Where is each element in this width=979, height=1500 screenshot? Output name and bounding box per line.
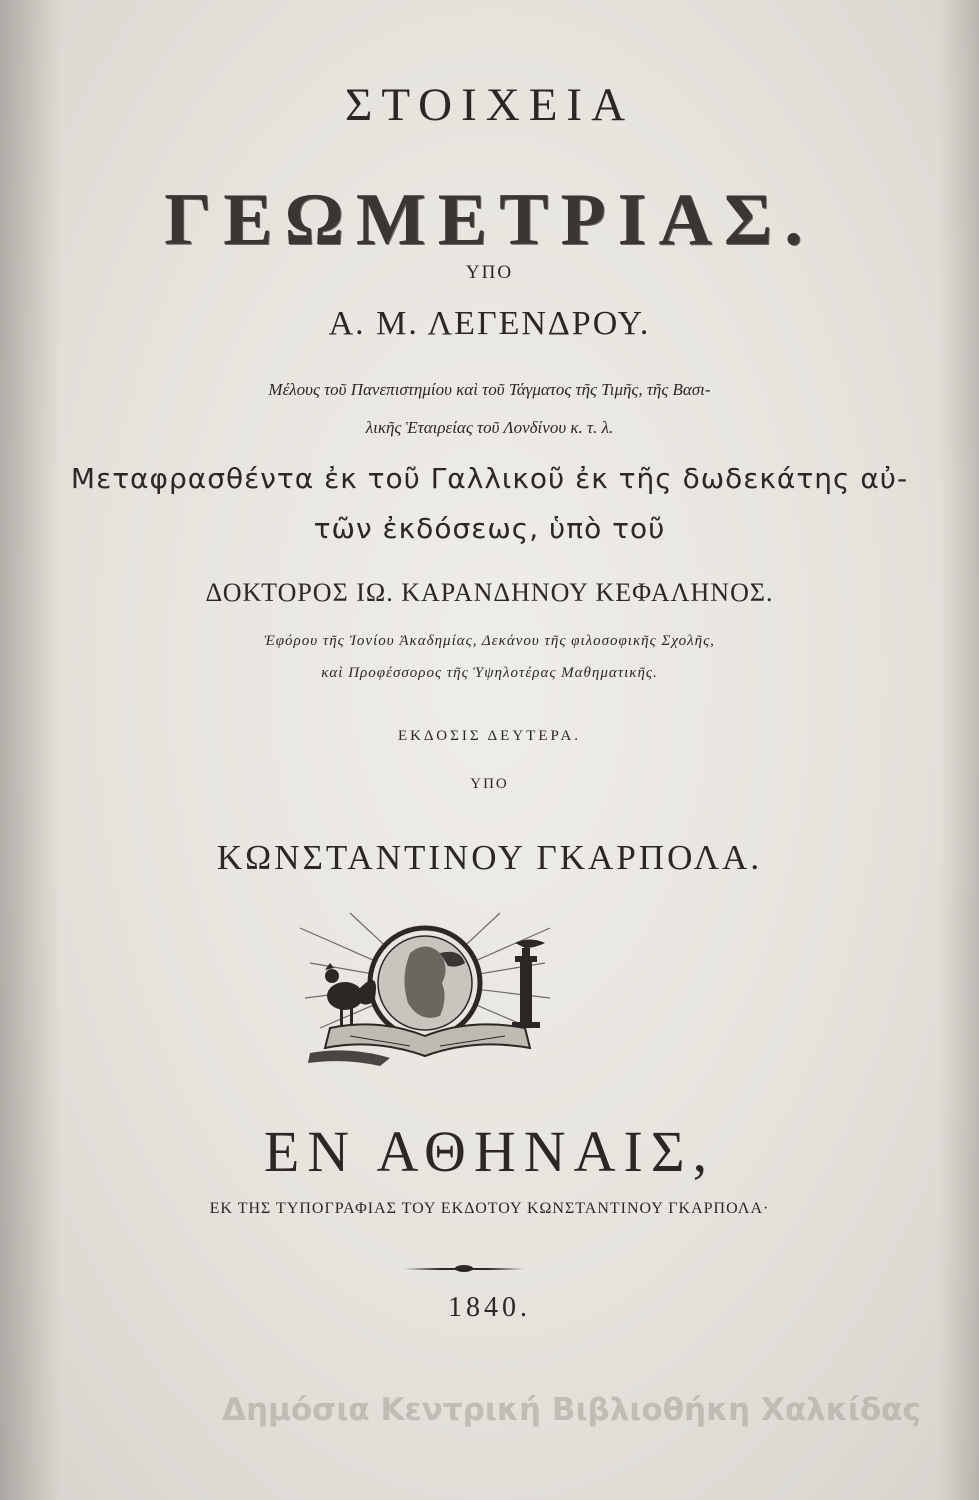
title-line-1: ΣΤΟΙΧΕΙΑ — [344, 79, 635, 131]
author-name: Α. Μ. ΛΕΓΕΝΔΡΟΥ. — [328, 305, 651, 342]
press-line: ΕΚ ΤΗΣ ΤΥΠΟΓΡΑΦΙΑΣ ΤΟΥ ΕΚΔΟΤΟΥ ΚΩΝΣΤΑΝΤΙΝΟΥ ΓΚΑΡΠΟΛΑ· — [209, 1200, 770, 1217]
translation-note-line-1: Μεταφρασθέντα ἐκ τοῦ Γαλλικοῦ ἐκ τῆς δωδεκάτης αὐ- — [70, 462, 909, 495]
place-of-publication: ΕΝ ΑΘΗΝΑΙΣ, — [263, 1119, 716, 1184]
translator-name: ΔΟΚΤΟΡΟΣ ΙΩ. ΚΑΡΑΝΔΗΝΟΥ ΚΕΦΑΛΗΝΟΣ. — [205, 578, 774, 607]
edition-label: ΕΚΔΟΣΙΣ ΔΕΥΤΕΡΑ. — [397, 728, 582, 744]
printer-device-vignette-icon — [290, 908, 560, 1068]
title-line-2: ΓΕΩΜΕΤΡΙΑΣ. — [164, 179, 815, 261]
publisher-name: ΚΩΝΣΤΑΝΤΙΝΟΥ ΓΚΑΡΠΟΛΑ. — [216, 838, 763, 877]
author-credits-line-2: λικῆς Ἑταιρείας τοῦ Λονδίνου κ. τ. λ. — [365, 418, 614, 437]
translation-note-line-2: τῶν ἐκδόσεως, ὑπὸ τοῦ — [313, 512, 666, 545]
ornamental-rule-center — [455, 1265, 473, 1272]
by-label-1: ΥΠΟ — [465, 262, 514, 283]
translator-credits-line-2: καὶ Προφέσσορος τῆς Ὑψηλοτέρας Μαθηματικῆς. — [321, 665, 658, 681]
publication-year: 1840. — [448, 1292, 531, 1323]
translator-credits-line-1: Ἐφόρου τῆς Ἰονίου Ἀκαδημίας, Δεκάνου τῆς φιλοσοφικῆς Σχολῆς, — [264, 633, 715, 649]
author-credits-line-1: Μέλους τοῦ Πανεπιστημίου καὶ τοῦ Τάγματος τῆς Τιμῆς, τῆς Βασι- — [268, 380, 711, 399]
by-label-2: ΥΠΟ — [470, 776, 509, 792]
library-watermark: Δημόσια Κεντρική Βιβλιοθήκη Χαλκίδας — [222, 1392, 921, 1428]
